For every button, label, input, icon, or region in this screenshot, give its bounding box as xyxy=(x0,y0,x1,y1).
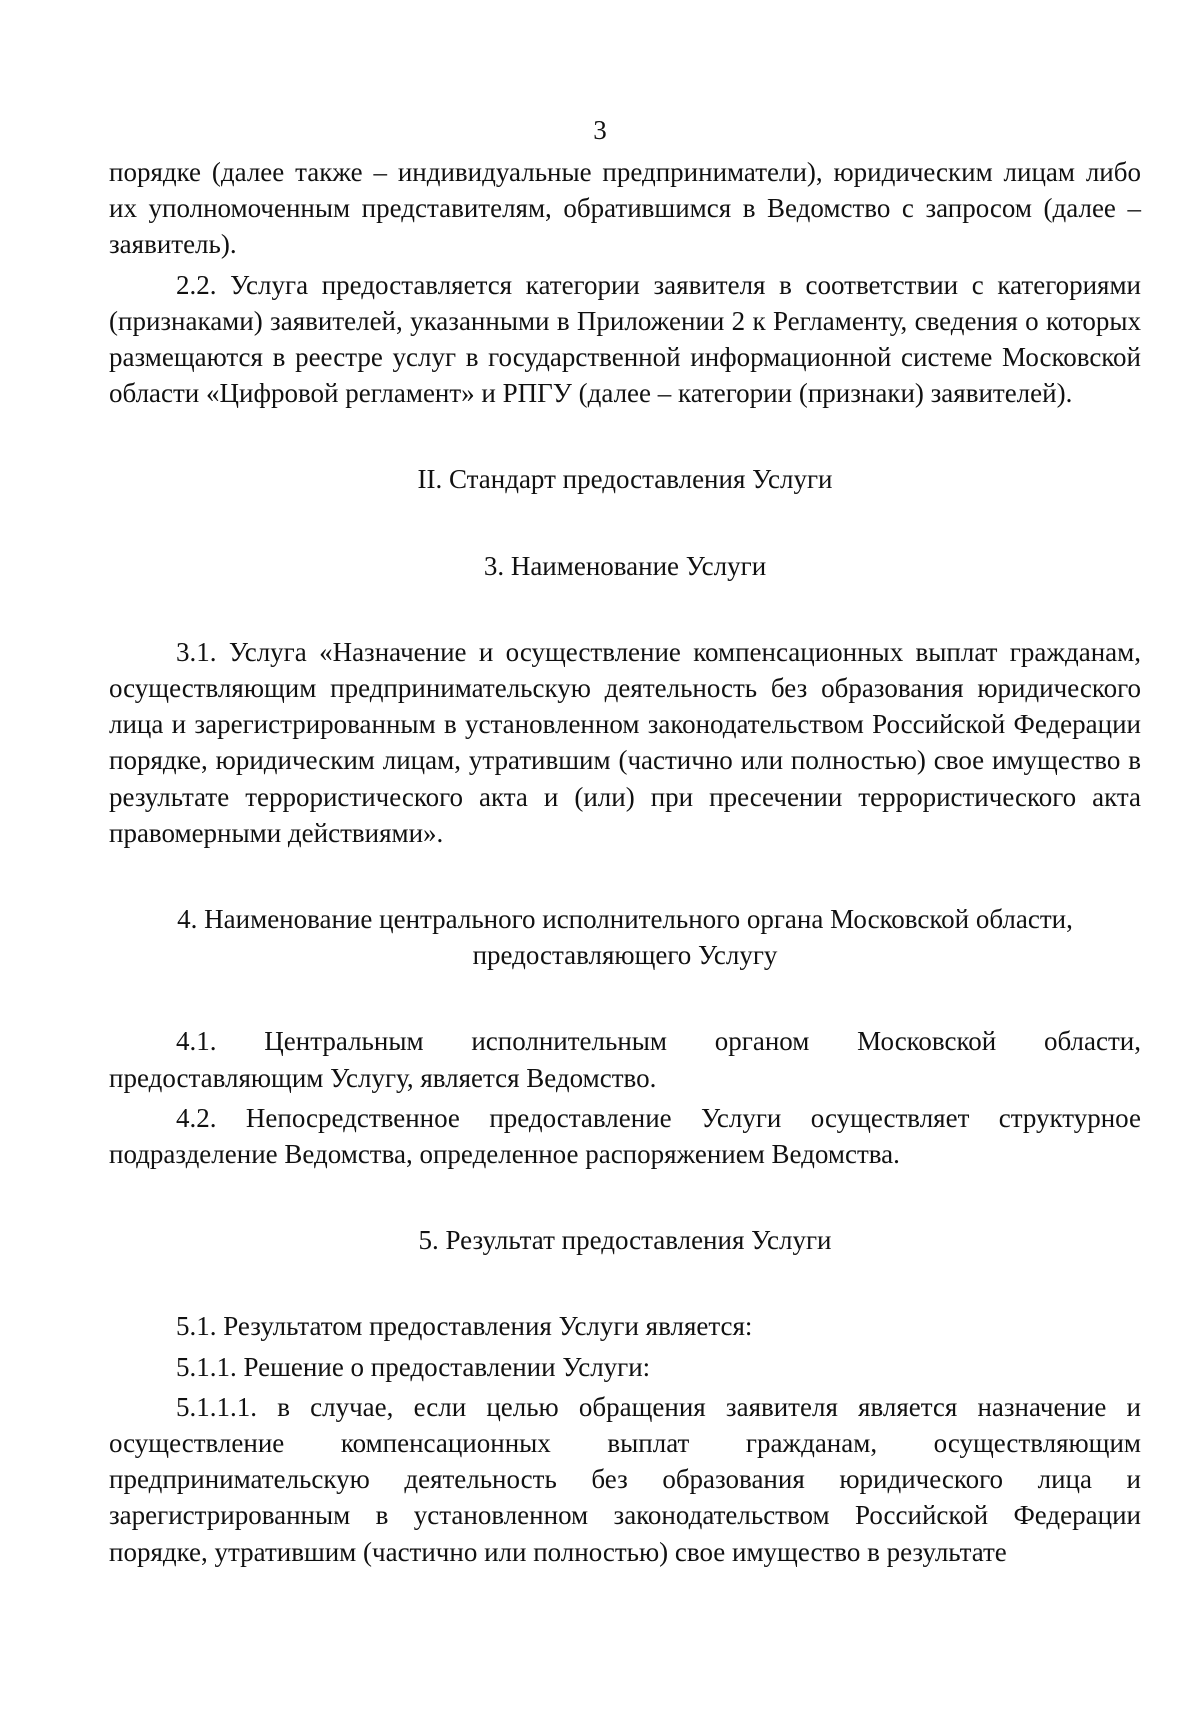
subsection-heading-5: 5. Результат предоставления Услуги xyxy=(418,1225,832,1256)
section-heading-standard: II. Стандарт предоставления Услуги xyxy=(417,464,833,495)
paragraph-4-2: 4.2. Непосредственное предоставление Услуги осуществляет структурное подразделение Ведомства, определенное распоряжением Ведомства. xyxy=(109,1102,1141,1170)
paragraph-applicants-continued: порядке (далее также – индивидуальные предприниматели), юридическим лицам либо их уполномоченным представителям, обратившимся в Ведомство с запросом (далее – заявитель). xyxy=(109,157,1141,260)
paragraph-5-1-1: 5.1.1. Решение о предоставлении Услуги: xyxy=(176,1351,651,1382)
document-body xyxy=(109,154,1141,1570)
paragraph-3-1: 3.1. Услуга «Назначение и осуществление компенсационных выплат гражданам, осуществляющим предпринимательскую деятельность без образования юридического лица и зарегистрированным в установленном законодательством Российской Федерации порядке, юридическим лицам, утратившим (частично или полностью) свое имущество в результате террористического акта и (или) при пресечении террористического акта правомерными действиями». xyxy=(109,636,1141,848)
paragraph-2-2: 2.2. Услуга предоставляется категории заявителя в соответствии с категориями (признаками) заявителей, указанными в Приложении 2 к Регламенту, сведения о которых размещаются в реестре услуг в государственной информационной системе Московской области «Цифровой регламент» и РПГУ (далее – категории (признаки) заявителей). xyxy=(109,269,1141,409)
subsection-heading-3: 3. Наименование Услуги xyxy=(483,550,767,581)
paragraph-5-1-1-1: 5.1.1.1. в случае, если целью обращения заявителя является назначение и осуществление компенсационных выплат гражданам, осуществляющим предпринимательскую деятельность без образования юридического лица и зарегистрированным в установленном законодательством Российской Федерации порядке, утратившим (частично или полностью) свое имущество в результате xyxy=(109,1391,1141,1567)
page-number: 3 xyxy=(593,115,607,145)
paragraph-4-1: 4.1. Центральным исполнительным органом Московской области, предоставляющим Услугу, является Ведомство. xyxy=(109,1026,1141,1093)
subsection-heading-4: 4. Наименование центрального исполнительного органа Московской области, предоставляющего Услугу xyxy=(177,904,1073,971)
paragraph-5-1: 5.1. Результатом предоставления Услуги является: xyxy=(176,1311,753,1342)
